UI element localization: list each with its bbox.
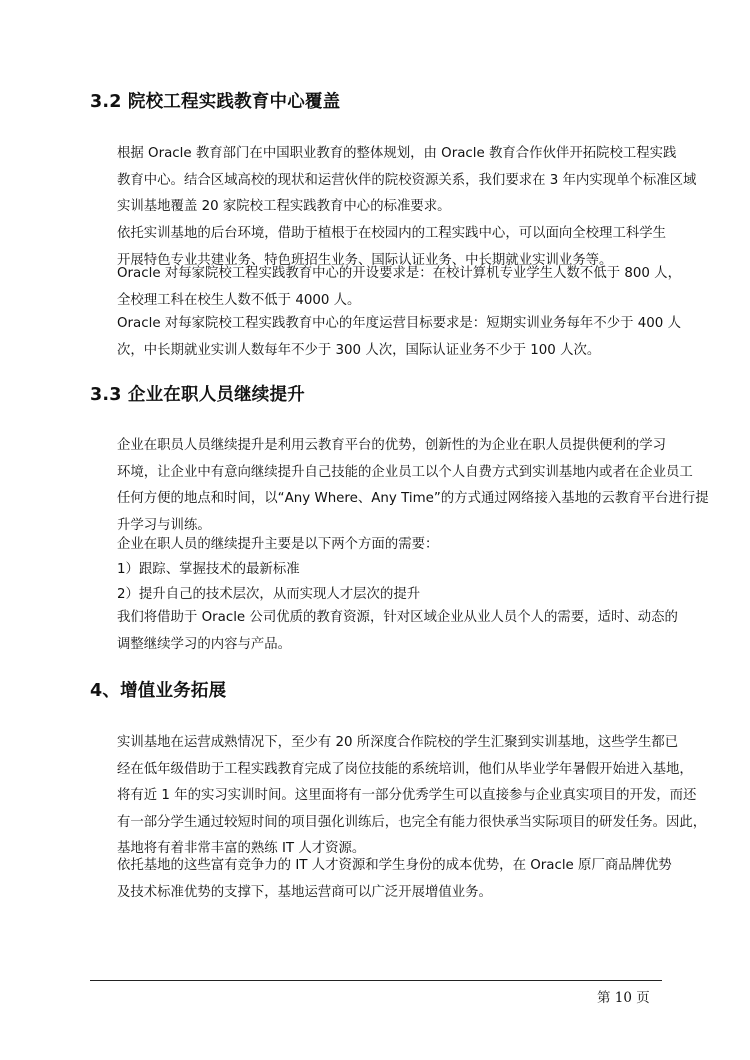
paragraph: [90, 605, 678, 658]
text-line: Oracle 对每家院校工程实践教育中心的年度运营目标要求是：短期实训业务每年不少于 400 人: [117, 316, 681, 331]
text-line: 及技术标准优势的支撑下，基地运营商可以广泛开展增值业务。: [117, 884, 492, 900]
text-line: Oracle 对每家院校工程实践教育中心的开设要求是：在校计算机专业学生人数不低于 800 人，: [117, 266, 681, 281]
paragraph: [90, 311, 681, 364]
text-line: 2）提升自己的技术层次，从而实现人才层次的提升: [117, 587, 421, 602]
text-line: 次，中长期就业实训人数每年不少于 300 人次，国际认证业务不少于 100 人次。: [117, 342, 601, 358]
text-line: 实训基地覆盖 20 家院校工程实践教育中心的标准要求。: [117, 199, 451, 214]
text-line: 1）跟踪、掌握技术的最新标准: [117, 562, 300, 577]
text-line: 开展特色专业共建业务、特色班招生业务、国际认证业务、中长期就业实训业务等。: [117, 252, 613, 268]
text-line: 实训基地在运营成熟情况下，至少有 20 所深度合作院校的学生汇聚到实训基地，这些学生都已: [117, 735, 679, 750]
text-line: 有一部分学生通过较短时间的项目强化训练后，也完全有能力很快承当实际项目的研发任务。因此，: [117, 814, 707, 830]
paragraph: [90, 141, 697, 221]
paragraph: [90, 261, 681, 314]
text-line: 依托实训基地的后台环境，借助于植根于在校园内的工程实践中心，可以面向全校理工科学生: [117, 226, 667, 241]
text-line: 依托基地的这些富有竞争力的 IT 人才资源和学生身份的成本优势，在 Oracle 原厂商品牌优势: [117, 858, 672, 873]
paragraph: [90, 730, 707, 863]
list-item: [90, 557, 662, 584]
text-line: 基地将有着非常丰富的熟练 IT 人才资源。: [117, 841, 366, 856]
page-number: 第 10 页: [597, 990, 650, 1006]
text-line: 调整继续学习的内容与产品。: [117, 636, 292, 652]
text-line: 经在低年级借助于工程实践教育完成了岗位技能的系统培训，他们从毕业学年暑假开始进入基地，: [117, 761, 693, 777]
section-heading-3-2: 3.2 院校工程实践教育中心覆盖: [90, 92, 341, 112]
text-line: 根据 Oracle 教育部门在中国职业教育的整体规划，由 Oracle 教育合作伙伴开拓院校工程实践: [117, 146, 677, 161]
section-heading-4: 4、增值业务拓展: [90, 681, 227, 701]
text-line: 升学习与训练。: [117, 517, 211, 533]
text-line: 企业在职人员的继续提升主要是以下两个方面的需要：: [117, 537, 439, 552]
text-line: 全校理工科在校生人数不低于 4000 人。: [117, 292, 361, 308]
footer-divider: [90, 980, 662, 981]
text-line: 我们将借助于 Oracle 公司优质的教育资源，针对区域企业从业人员个人的需要，适时、动态的: [117, 610, 678, 625]
paragraph: [90, 532, 662, 559]
text-line: 环境，让企业中有意向继续提升自己技能的企业员工以个人自费方式到实训基地内或者在企业员工: [117, 464, 693, 480]
text-line: 企业在职员人员继续提升是利用云教育平台的优势，创新性的为企业在职人员提供便利的学习: [117, 438, 667, 453]
text-line: 教育中心。结合区域高校的现状和运营伙伴的院校资源关系，我们要求在 3 年内实现单个标准区域: [117, 172, 697, 188]
section-heading-3-3: 3.3 企业在职人员继续提升: [90, 385, 305, 405]
text-line: 将有近 1 年的实习实训时间。这里面将有一部分优秀学生可以直接参与企业真实项目的开发，而还: [117, 788, 697, 803]
paragraph: [90, 433, 709, 539]
paragraph: [90, 853, 672, 906]
text-line: 任何方便的地点和时间，以“Any Where、Any Time”的方式通过网络接入基地的云教育平台进行提: [117, 491, 709, 506]
